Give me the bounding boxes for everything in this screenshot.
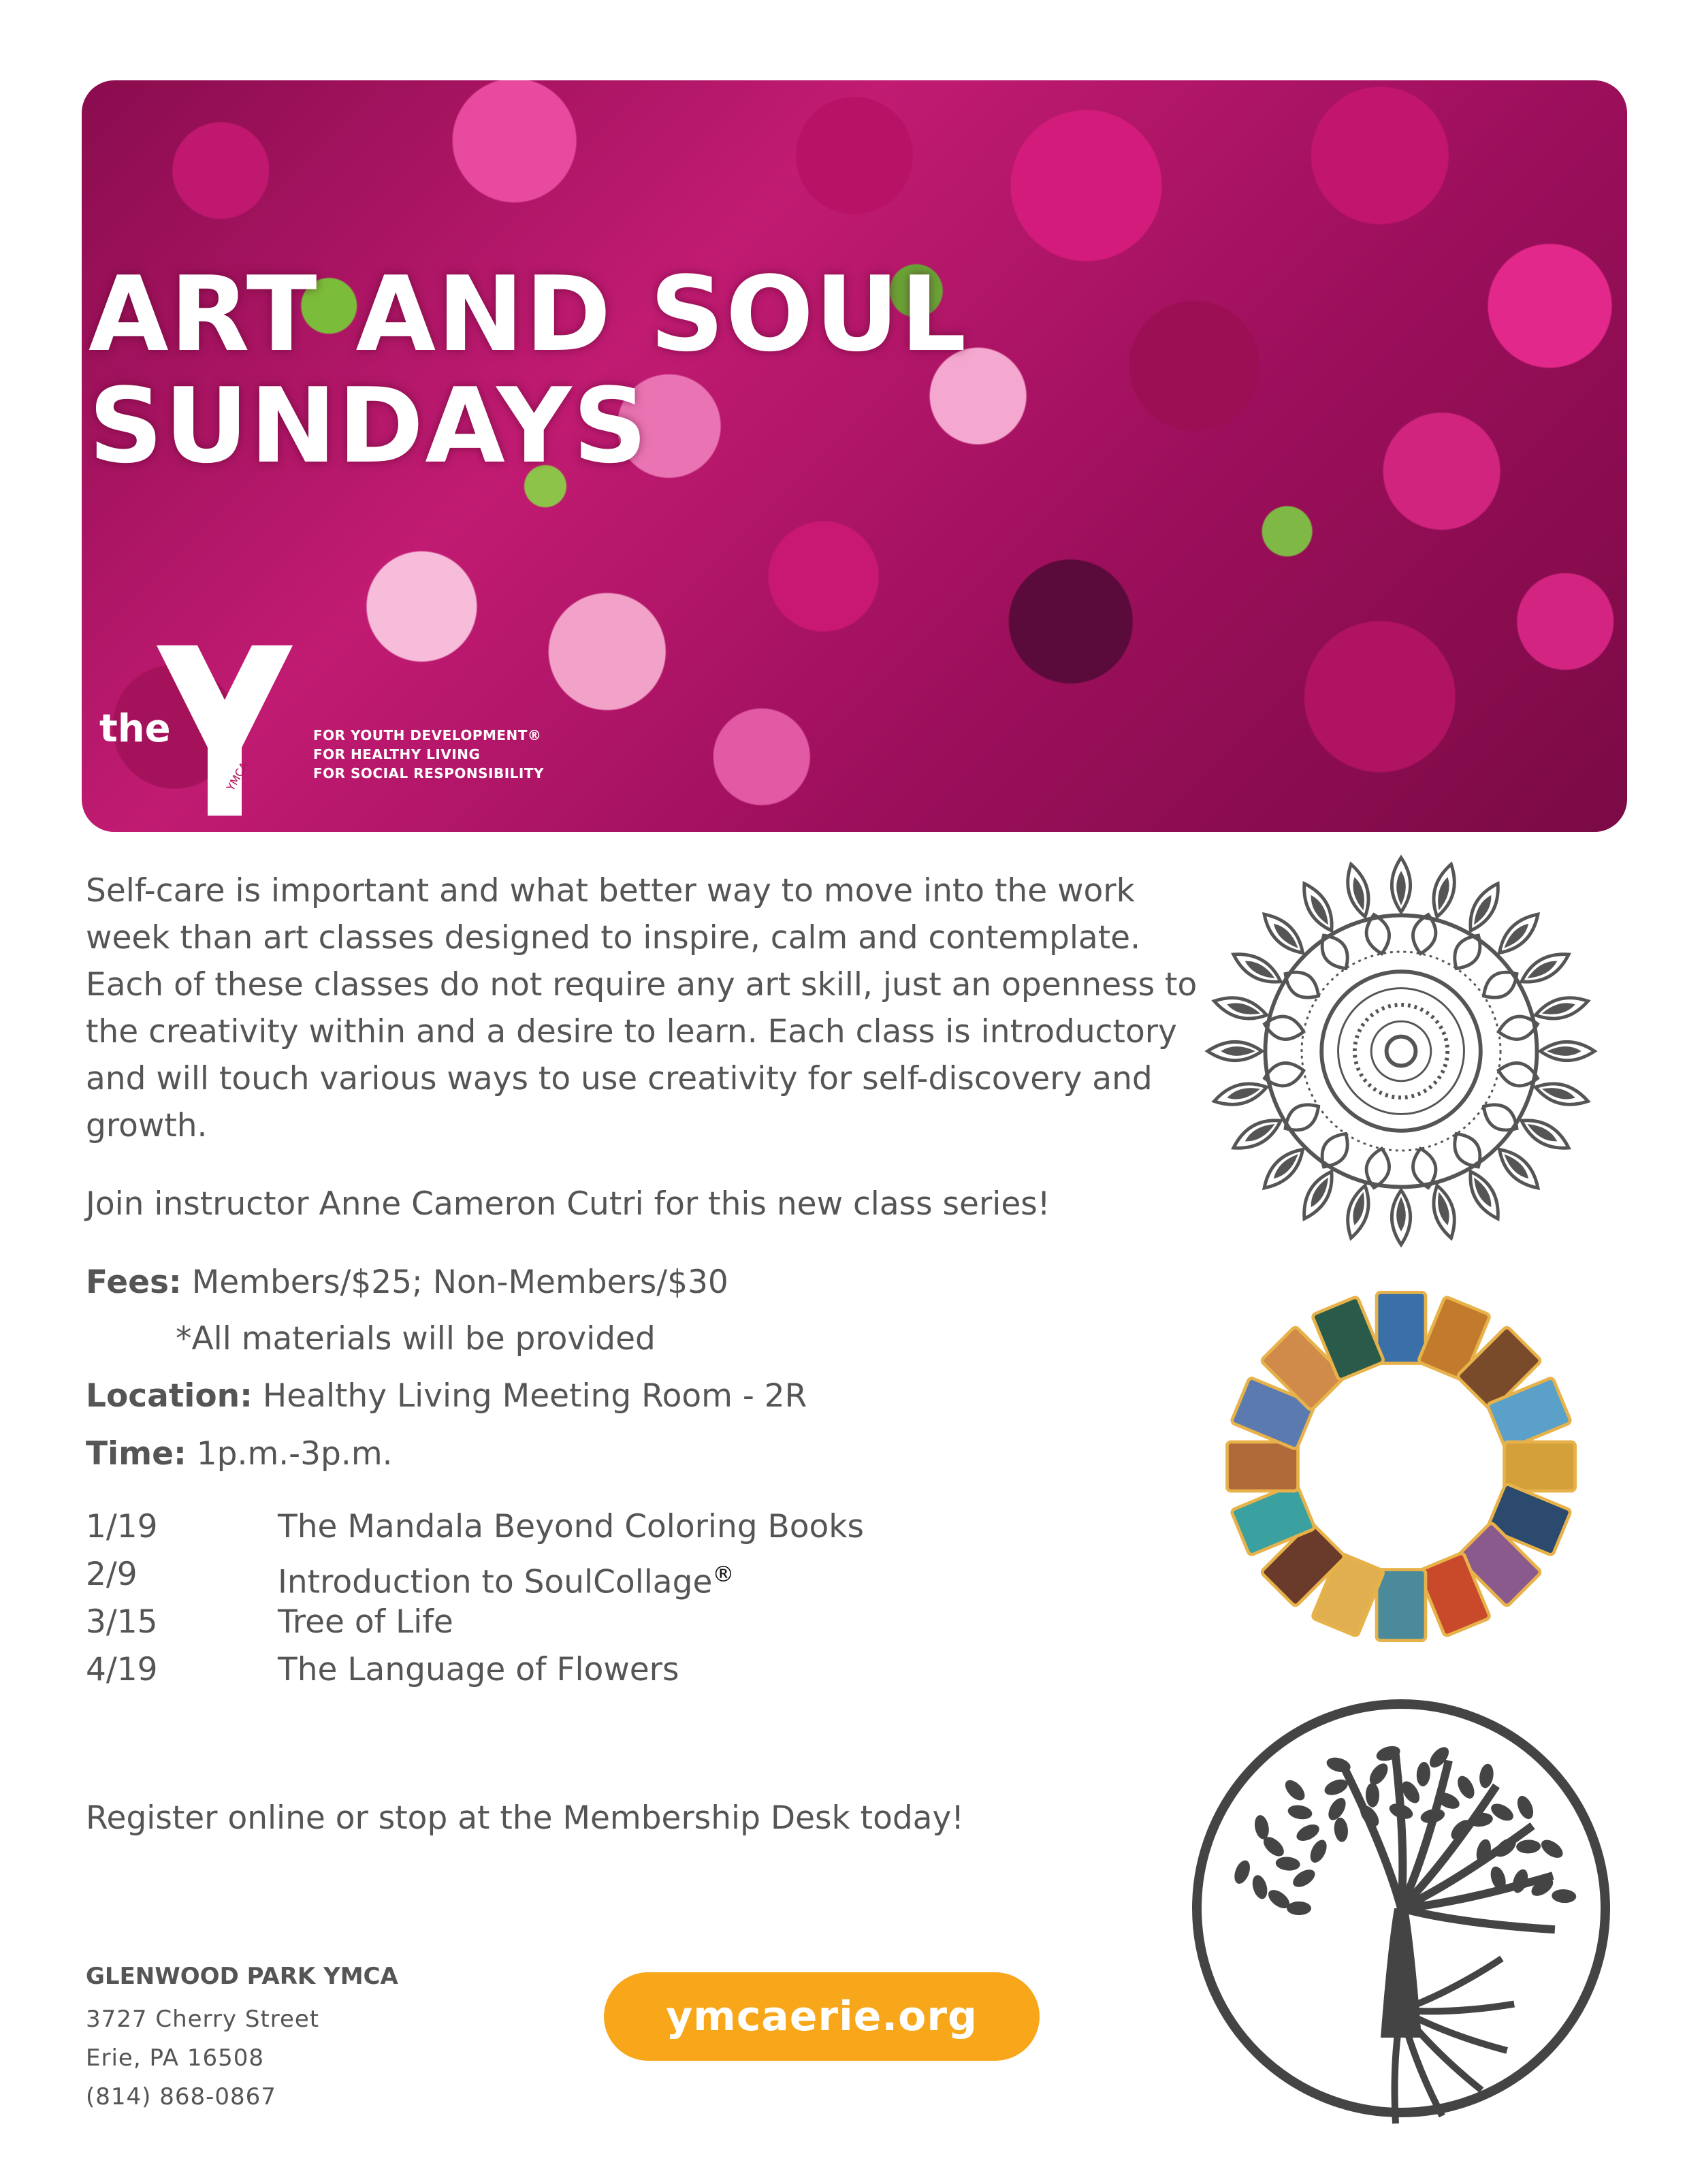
website-button[interactable]: ymcaerie.org — [604, 1972, 1040, 2061]
schedule-title: The Mandala Beyond Coloring Books — [278, 1508, 865, 1545]
soulcollage-wheel-image — [1208, 1273, 1594, 1660]
instructor-line: Join instructor Anne Cameron Cutri for this new class series! — [86, 1185, 1050, 1223]
location-value: Healthy Living Meeting Room - 2R — [262, 1377, 807, 1415]
schedule-title: Introduction to SoulCollage — [278, 1563, 713, 1601]
time-value: 1p.m.-3p.m. — [196, 1435, 393, 1473]
address-phone: (814) 868-0867 — [86, 2083, 276, 2110]
mandala-image — [1202, 852, 1600, 1250]
tree-of-life-image — [1183, 1690, 1619, 2126]
fees-value: Members/$25; Non-Members/$30 — [191, 1264, 728, 1301]
time-line — [86, 1430, 393, 1477]
tagline-line: FOR SOCIAL RESPONSIBILITY — [313, 765, 544, 782]
location-label: Location: — [86, 1377, 253, 1415]
fees-line — [86, 1259, 728, 1306]
schedule-title: Tree of Life — [278, 1603, 453, 1641]
ymca-tagline — [313, 726, 544, 783]
ymca-logo-icon — [157, 645, 293, 816]
tagline-line: FOR HEALTHY LIVING — [313, 746, 481, 762]
schedule-title: The Language of Flowers — [278, 1651, 679, 1688]
title-line-2: SUNDAYS — [89, 366, 649, 486]
schedule-date: 2/9 — [86, 1556, 138, 1593]
registered-mark: ® — [712, 1561, 735, 1587]
address-city: Erie, PA 16508 — [86, 2044, 264, 2072]
location-line — [86, 1372, 807, 1419]
schedule-date: 3/15 — [86, 1603, 158, 1641]
intro-paragraph: Self-care is important and what better way to move into the work week than art classes designed to inspire, calm and contemplate. Each of these classes do not require any art skill, just an openness to the creativity within and a desire to learn. Each class is introductory and will touch various ways to use creativity for self-discovery and growth. — [86, 872, 1198, 1144]
title-line-1: ART AND SOUL — [89, 254, 968, 374]
register-line: Register online or stop at the Membership Desk today! — [86, 1799, 965, 1837]
address-name: GLENWOOD PARK YMCA — [86, 1963, 398, 1990]
materials-note: *All materials will be provided — [176, 1320, 656, 1358]
schedule-date: 4/19 — [86, 1651, 158, 1688]
ymca-logo-the: the — [99, 707, 171, 751]
hero-banner — [82, 80, 1627, 832]
address-street: 3727 Cherry Street — [86, 2006, 320, 2033]
page-title — [89, 254, 968, 486]
tagline-line: FOR YOUTH DEVELOPMENT® — [313, 727, 542, 743]
time-label: Time: — [86, 1435, 187, 1473]
schedule-title-with-mark — [278, 1551, 734, 1606]
schedule-date: 1/19 — [86, 1508, 158, 1545]
fees-label: Fees: — [86, 1264, 182, 1301]
ymca-logo-text: YMCA — [224, 759, 251, 793]
